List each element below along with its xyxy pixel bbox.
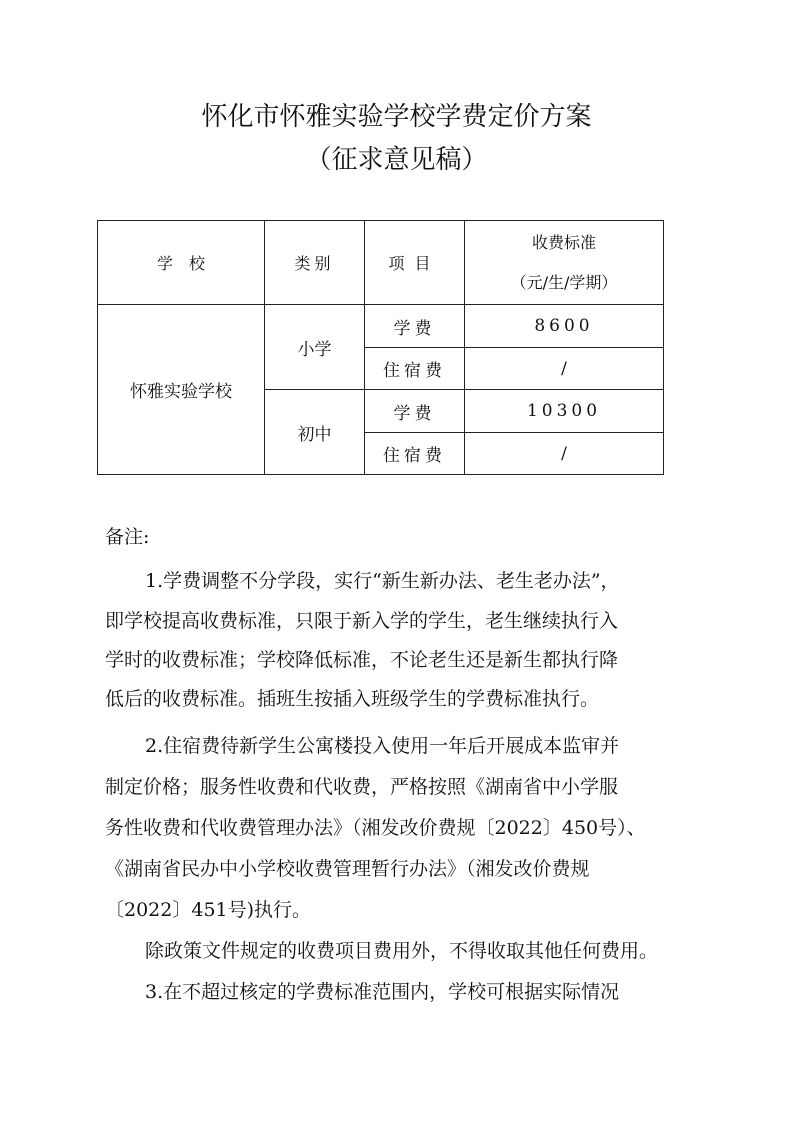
item-cell: 学费 bbox=[365, 390, 465, 433]
document-subtitle: （征求意见稿） bbox=[305, 145, 488, 175]
school-name-cell: 怀雅实验学校 bbox=[98, 305, 265, 475]
item-cell: 住宿费 bbox=[365, 433, 465, 475]
category-cell-primary: 小学 bbox=[265, 305, 365, 390]
remarks-line: 低后的收费标准。插班生按插入班级学生的学费标准执行。 bbox=[105, 688, 600, 710]
document-title: 怀化市怀雅实验学校学费定价方案 bbox=[201, 102, 592, 132]
remarks-line: 1.学费调整不分学段，实行“新生新办法、老生老办法”， bbox=[145, 570, 620, 592]
fee-table bbox=[97, 220, 664, 475]
item-cell: 学费 bbox=[365, 305, 465, 348]
header-school: 学 校 bbox=[98, 221, 265, 305]
value-cell: 10300 bbox=[465, 390, 664, 433]
header-category: 类别 bbox=[265, 221, 365, 305]
header-item: 项目 bbox=[365, 221, 465, 305]
remarks-heading: 备注: bbox=[105, 526, 150, 548]
remarks-line: 即学校提高收费标准，只限于新入学的学生，老生继续执行入 bbox=[105, 610, 619, 632]
category-cell-junior: 初中 bbox=[265, 390, 365, 475]
header-standard-line1: 收费标准 bbox=[531, 232, 596, 252]
remarks-line: 《湖南省民办中小学校收费管理暂行办法》（湘发改价费规 bbox=[105, 858, 590, 880]
header-standard bbox=[465, 221, 664, 305]
remarks-line: 3.在不超过核定的学费标准范围内，学校可根据实际情况 bbox=[145, 981, 620, 1003]
remarks-line: 除政策文件规定的收费项目费用外，不得收取其他任何费用。 bbox=[145, 940, 659, 962]
value-cell: / bbox=[465, 433, 664, 475]
table-header-row bbox=[98, 221, 664, 305]
remarks-line: 制定价格；服务性收费和代收费，严格按照《湖南省中小学服 bbox=[105, 776, 619, 798]
item-cell: 住宿费 bbox=[365, 348, 465, 390]
remarks-line: 学时的收费标准；学校降低标准，不论老生还是新生都执行降 bbox=[105, 649, 619, 671]
header-standard-line2: （元/生/学期） bbox=[510, 272, 618, 292]
value-cell: / bbox=[465, 348, 664, 390]
remarks-line: 〔2022〕451号)执行。 bbox=[105, 899, 312, 921]
value-cell: 8600 bbox=[465, 305, 664, 348]
remarks-line: 务性收费和代收费管理办法》（湘发改价费规〔2022〕450号）、 bbox=[105, 817, 646, 839]
table-row bbox=[98, 305, 664, 348]
remarks-line: 2.住宿费待新学生公寓楼投入使用一年后开展成本监审并 bbox=[145, 735, 620, 757]
